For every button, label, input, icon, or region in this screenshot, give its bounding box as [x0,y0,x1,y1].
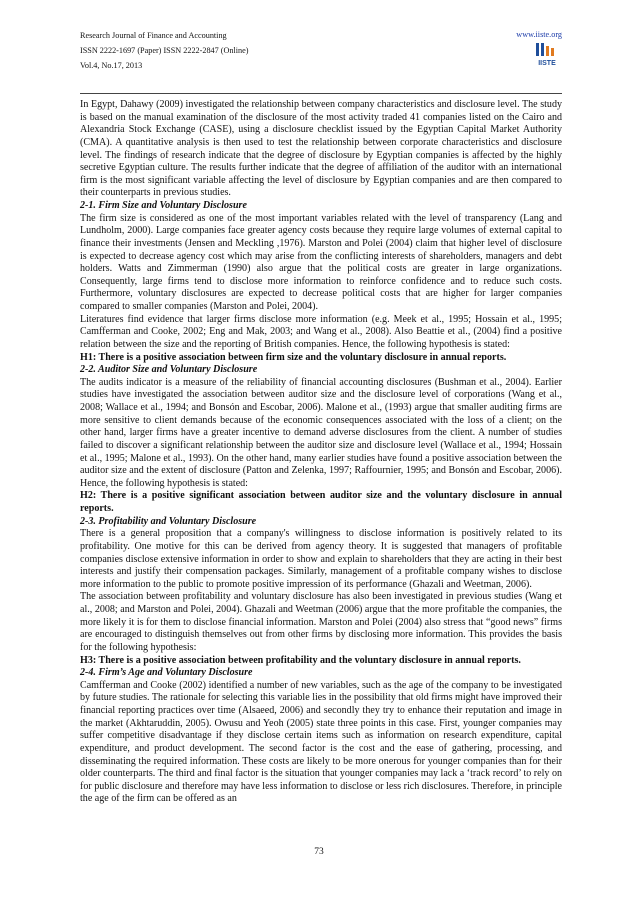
hypothesis-h1: H1: There is a positive association between firm size and the voluntary disclosure in annual reports. [80,351,507,363]
body-text [80,99,562,806]
hypothesis-h3: H3: There is a positive association between profitability and the voluntary disclosure in annual reports. [80,654,521,666]
paragraph-firm-size-1: The firm size is considered as one of the most important variables related with the level of transparency (Lang and Lundholm, 2000). Large companies face greater agency costs because they require large volumes of external capital to finance their investments (Jensen and Meckling ,1976). Marston and Polei (2004) claim that higher level of disclosure is expected to decrease agency cost which may arise from the conflicting interests of shareholders, managers and debt holders. Watts and Zimmerman (1990) also argue that the political costs are greater in large organizations. Consequently, large firms tend to disclose more information to reinforce confidence and to reduce such costs. Furthermore, voluntary disclosures are expected to decrease political costs that are higher for larger companies compared to smaller companies (Marston and Polei, 2004). [80,212,562,312]
page-number: 73 [314,847,324,857]
section-2-2-heading: 2-2. Auditor Size and Voluntary Disclosure [80,364,258,376]
section-2-1-heading: 2-1. Firm Size and Voluntary Disclosure [80,200,247,211]
journal-url-link[interactable]: www.iiste.org [516,30,562,39]
journal-name: Research Journal of Finance and Accounting [80,31,227,40]
iiste-logo-icon [534,42,560,70]
paragraph-firm-age: Camfferman and Cooke (2002) identified a number of new variables, such as the age of the company to be investigated by future studies. The rationale for selecting this variable lies in the possibility that old firms might have improved their financial reporting practices over time (Alsaeed, 2006) and secondly they try to enhance their reputation and image in the market (Akhtaruddin, 2005). Owusu and Yeoh (2005) state three points in this case. First, younger companies may suffer competitive disadvantage if they disclose certain items such as information on research expenditure, capital expenditure, and product development. The second factor is the cost and the ease of gathering, processing, and disseminating the required information. These costs are likely to be more onerous for younger companies than for their older counterparts. The third and final factor is the situation that younger companies may lack a ‘track record’ to rely on for public disclosure and therefore may have less information to disclose or less rich disclosures. Therefore, in principle the age of the firm can be offered as an [80,679,562,805]
paragraph-profitability-1: There is a general proposition that a company's willingness to disclose information is positively related to its profitability. One motive for this can be derived from agency theory. It is suggested that managers of profitable companies disclose extensive information in order to show and explain to shareholders that they are acting in their best interests and justify their compensation packages. Similarly, management of a profitable company wishes to disclose more information to the public to promote positive impression of its performance (Ghazali and Weetman, 2006). [80,528,562,590]
paragraph-egypt: In Egypt, Dahawy (2009) investigated the relationship between company characteristics and disclosure level. The study is based on the manual examination of the disclosure of the most activity traded 41 companies listed on the Cairo and Alexandria Stock Exchange (CASE), using a disclosure checklist issued by the Egyptian Capital Market Authority (CMA). A quantitative analysis is then used to test the relationship between corporate characteristics and disclosure level. The findings of research indicate that the degree of disclosure by Egyptian companies is affected by the highly secretive Egyptian culture. The results further indicate that the degree of affiliation of the auditor with an international firm is the most significant variable affecting the level of disclosure by Egyptian companies and are then compared to their counterparts in previous studies. [80,99,562,199]
hypothesis-h2: H2: There is a positive significant association between auditor size and the voluntary disclosure in annual reports. [80,490,562,514]
volume-line: Vol.4, No.17, 2013 [80,61,143,70]
section-2-4-heading: 2-4. Firm’s Age and Voluntary Disclosure [80,667,253,679]
svg-text:IISTE: IISTE [538,60,556,67]
running-header [80,28,562,98]
paragraph-profitability-2: The association between profitability and voluntary disclosure has also been investigated in previous studies (Wang et al., 2008; and Marston and Polei, 2004). Ghazali and Weetman (2006) argue that the more profitable the companies, the more likely it is for them to disclose financial information. Marston and Polei (2004) also stress that “good news” firms are encouraged to distinguish themselves out from other firms by disclosing more information. This provides the basis for the following hypothesis: [80,591,562,653]
paragraph-firm-size-2: Literatures find evidence that larger firms disclose more information (e.g. Meek et al., 1995; Hossain et al., 1995; Camfferman and Cooke, 2002; Eng and Mak, 2003; and Wang et al., 2008). Also Beattie et al., (2004) find a positive relation between the size and the reporting of British companies. Hence, the following hypothesis is stated: [80,313,562,350]
header-rule [80,93,562,94]
section-2-3-heading: 2-3. Profitability and Voluntary Disclosure [80,515,257,527]
paragraph-auditor-size: The audits indicator is a measure of the reliability of financial accounting disclosures (Bushman et al., 2004). Earlier studies have investigated the association between auditor size and the disclosure level of corporations (Wang et al., 2008; Wallace et al., 1994; and Bonsón and Escobar, 2006). Malone et al., (1993) argue that smaller auditing firms are more sensitive to client demands because of the economic consequences associated with the loss of a client; on the other hand, larger firms have a greater incentive to demand adverse disclosures from the client. A number of studies failed to discover a significant relationship between the auditor size and disclosure level (Wallace et al., 1994; Hossain et al., 1995; Malone et al., 1993). On the other hand, many earlier studies have found a positive association between the auditor size and the extent of disclosure (Patton and Zelenka, 1997; Raffournier, 1995; and Bonsón and Escobar, 2006). Hence, the following hypothesis is stated: [80,376,562,489]
issn-line: ISSN 2222-1697 (Paper) ISSN 2222-2847 (Online) [80,46,249,55]
